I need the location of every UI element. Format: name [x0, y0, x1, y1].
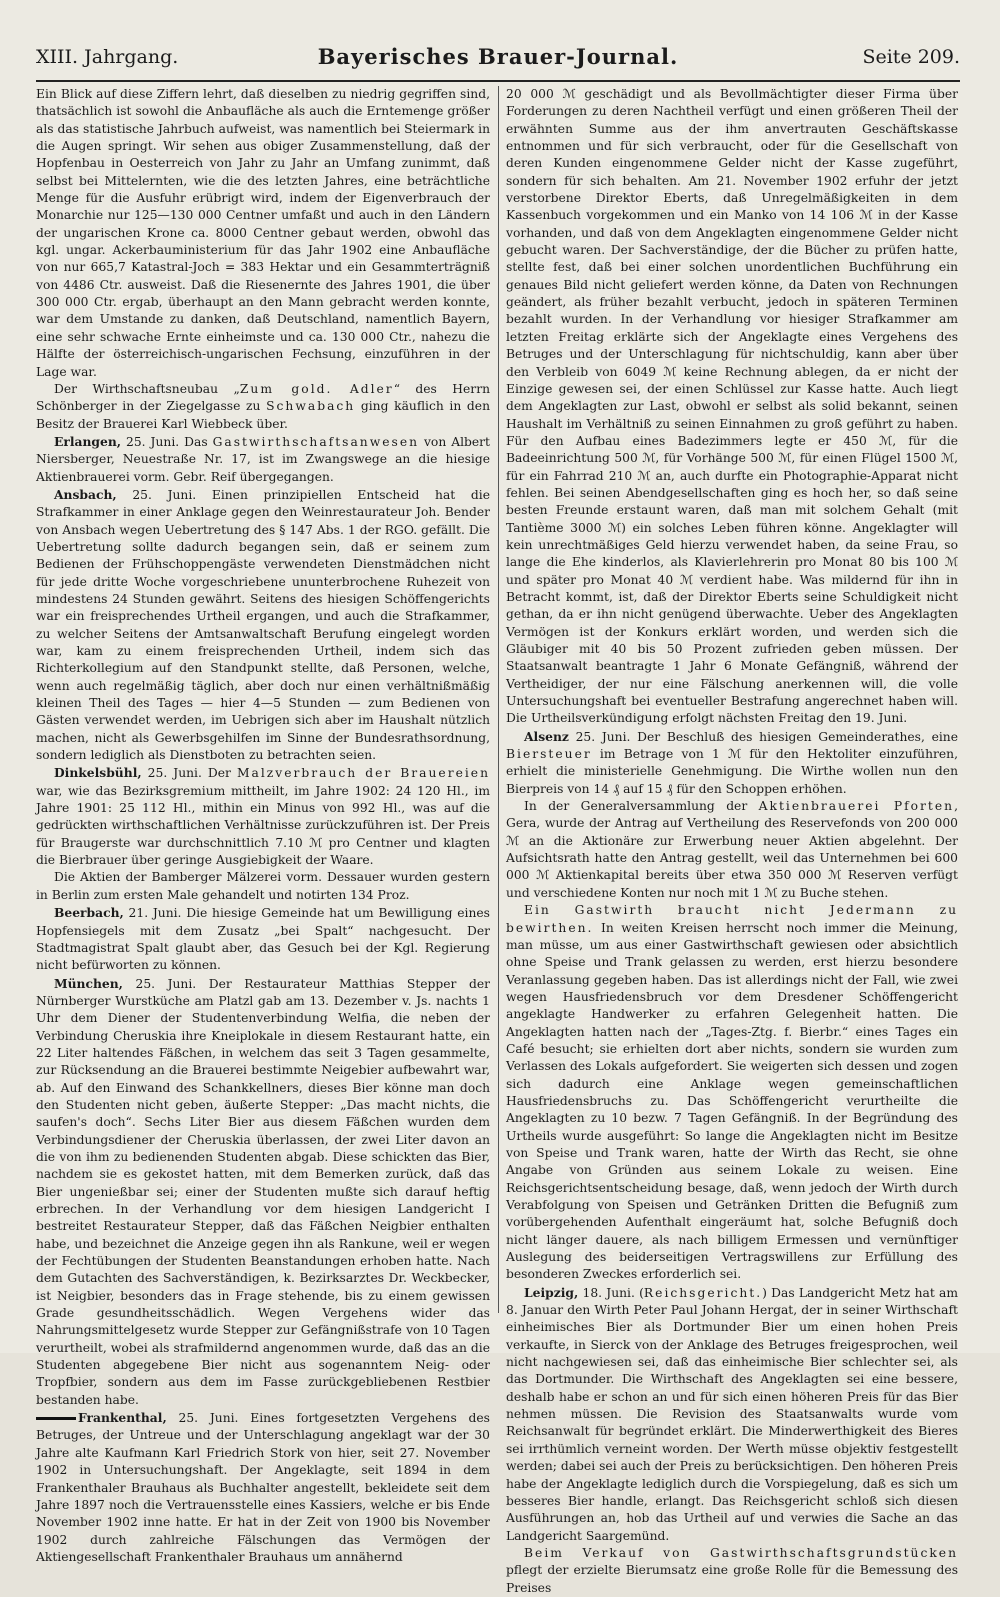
spaced-text: Ein Gastwirth braucht nicht Jedermann zu bewirthen. — [506, 903, 958, 935]
text-segment: pflegt der erzielte Bierumsatz eine große Rolle für die Bemessung des Preises — [506, 1563, 958, 1595]
text-segment: 25. Juni. Der Beschluß des hiesigen Gemeinderathes, eine — [568, 729, 958, 744]
article-ansbach — [36, 486, 490, 765]
dateline-place: Frankenthal, — [78, 1410, 167, 1426]
article-verkauf — [506, 1545, 958, 1597]
page-header — [36, 38, 960, 78]
article-leipzig — [506, 1284, 958, 1545]
dateline-place: Erlangen, — [54, 433, 122, 449]
volume-label: XIII. Jahrgang. — [36, 46, 179, 68]
text-segment: Der Wirthschaftsneubau „ — [54, 381, 240, 396]
text-segment: 25. Juni. Der Restaurateur Matthias Stepper der Nürnberger Wurstküche am Platzl gab am 13. Dezember v. Js. nachts 1 Uhr dem Diener der Studentenverbindung Welfia, die neben der Verbindung Cheruskia ihre Kneiplokale in diesem Restaurant hatte, ein 22 Liter haltendes Fäßchen, in welchem das seit 3 Tagen gesammelte, zur Rücksendung an die Brauerei bestimmte Neigebier aufbewahrt war, ab. Auf den Einwand des Schankkellners, dieses Bier könne man doch den Studenten nicht geben, äußerte Stepper: „Das macht nichts, die saufen's doch“. Sechs Liter Bier aus diesem Fäßchen wurden dem Verbindungsdiener der Cheruskia überlassen, der zwei Liter davon an die von ihm zu bedienenden Studenten abgab. Diese schickten das Bier, nachdem sie es gekostet hatten, mit dem Bemerken zurück, daß das Bier ungenießbar sei; einer der Studenten mußte sich darauf heftig erbrechen. In der Verhandlung vor dem hiesigen Landgericht I bestreitet Restaurateur Stepper, daß das Fäßchen Neigbier enthalten habe, und bezeichnet die Anzeige gegen ihn als Rankune, weil er wegen der Fechtübungen der Studenten Beanstandungen erhoben hatte. Nach dem Gutachten des Sachverständigen, k. Bezirksarztes Dr. Weckbecker, ist Neigbier, besonders das in Frage stehende, bis zu einem gewissen Grade gesundheitsschädlich. Wegen Vergehens wider das Nahrungsmittelgesetz wurde Stepper zur Gefängnißstrafe von 10 Tagen verurtheilt, wobei als strafmildernd angenommen wurde, daß das an die Studenten abgegebene Bier nicht aus sogenanntem Neig- oder Tropfbier, sondern aus dem im Fasse zurückgebliebenen Restbier bestanden habe. — [36, 976, 490, 1407]
dateline-place: München, — [54, 975, 123, 991]
dateline-place: Alsenz — [524, 728, 569, 744]
text-segment: im Betrage von 1 ℳ für den Hektoliter einzuführen, erhielt die ministerielle Genehmigung. Die Wirthe wollen nun den Bierpreis von 14 ₰ auf 15 ₰ für den Schoppen erhöhen. — [506, 747, 958, 796]
text-segment: , Gera, wurde der Antrag auf Vertheilung des Reservefonds von 200 000 ℳ an die Aktionäre zur Erwerbung neuer Aktien abgelehnt. Der Aufsichtsrath hatte den Antrag gestellt, weil das Unternehmen bei 600 000 ℳ Aktienkapital bereits über etwa 350 000 ℳ Reserven verfügt und verschiedene Konten nur noch mit 1 ℳ zu Buche stehen. — [506, 799, 958, 900]
dash-mark — [36, 1417, 76, 1420]
text-segment: In weiten Kreisen herrscht noch immer die Meinung, man müsse, um aus einer Gastwirthschaft gewiesen oder absichtlich ohne Speise und Trank gelassen zu werden, erst hierzu besondere Veranlassung gegeben haben. Das ist allerdings nicht der Fall, wie zwei wegen Hausfriedensbruch vor dem Dresdener Schöffengericht angeklagte Handwerker zu erfahren Gelegenheit hatten. Die Angeklagten hatten nach der „Tages-Ztg. f. Bierbr.“ eines Tages ein Café besucht; sie erhielten dort aber nichts, sondern sie wurden zum Verlassen des Lokals aufgefordert. Sie weigerten sich dessen und zogen sich dadurch eine Anklage wegen gemeinschaftlichen Hausfriedensbruchs zu. Das Schöffengericht verurtheilte die Angeklagten zu 10 bezw. 7 Tagen Gefängniß. In der Begründung des Urtheils wurde ausgeführt: So lange die Angeklagten nicht im Besitze von Speise und Trank waren, hatte der Wirth das Recht, sie ohne Angabe von Gründen aus seinem Lokale zu weisen. Eine Reichsgerichtsentscheidung besage, daß, wenn jedoch der Wirth durch Verabfolgung von Speisen und Getränken Dritten die Befugniß zum vorübergehenden Aufenthalt eingeräumt hat, solche Befugniß doch nicht länger dauere, als nach billigem Ermessen und vernünftiger Auslegung des beiderseitigen Vertragswillens zur Erfüllung des besonderen Zweckes erforderlich sei. — [506, 920, 958, 1282]
article-frankenthal — [36, 1409, 490, 1566]
article-schwabach — [36, 381, 490, 433]
text-segment: war, wie das Bezirksgremium mittheilt, im Jahre 1902: 24 120 Hl., im Jahre 1901: 25 112 Hl., mithin ein Minus von 992 Hl., was auf die gedrückten wirthschaftlichen Verhältnisse zurückzuführen ist. Der Preis für Braugerste war durchschnittlich 7.10 ℳ pro Centner und klagten die Bierbrauer über geringe Ausgiebigkeit der Waare. — [36, 783, 490, 868]
text-segment: ging käuflich in den Besitz der Brauerei Karl Wiebbeck über. — [36, 399, 491, 431]
article-muenchen — [36, 975, 490, 1410]
text-segment: 25. Juni. Einen prinzipiellen Entscheid hat die Strafkammer in einer Anklage gegen den Weinrestaurateur Joh. Bender von Ansbach wegen Uebertretung des § 147 Abs. 1 der RGO. gefällt. Die Uebertretung sollte dadurch begangen sein, daß er seinem zum Bedienen der Frühschoppengäste verwendeten Dienstmädchen nicht für jede dritte Woche vorgeschriebene ununterbrochene Ruhezeit von mindestens 24 Stunden gewährt. Seitens des hiesigen Schöffengerichts war ein freisprechendes Urtheil ergangen, und auch die Strafkammer, zu welcher Seitens der Amtsanwaltschaft Berufung eingelegt worden war, kam zu einem freisprechenden Urtheil, indem sich das Richterkollegium auf den Standpunkt stellte, daß Personen, welche, wenn auch regelmäßig täglich, aber doch nur einen verhältnißmäßig kleinen Theil des Tages — hier 4—5 Stunden — zum Bedienen von Gästen verwendet werden, im Uebrigen sich aber im Haushalt nützlich machen, nicht als Gewerbsgehilfen im Sinne der Bundesrathsordnung, sondern lediglich als Dienstboten zu betrachten seien. — [36, 487, 490, 763]
dateline-place: Ansbach, — [54, 486, 117, 502]
article-pforten — [506, 798, 958, 902]
text-segment: In der Generalversammlung der — [524, 799, 759, 814]
text-segment: “ des Herrn Schönberger in der Ziegelgasse zu — [36, 381, 490, 414]
spaced-text: Biersteuer — [506, 747, 592, 762]
spaced-text: Aktienbrauerei Pforten — [758, 799, 955, 814]
text-segment: von Albert Niersberger, Neuestraße Nr. 17, ist im Zwangswege an die hiesige Aktienbrauerei vorm. Gebr. Reif übergegangen. — [36, 434, 490, 484]
dateline-place: Dinkelsbühl, — [54, 765, 142, 781]
left-column — [36, 86, 491, 1564]
text-segment: 25. Juni. Das — [121, 434, 213, 449]
spaced-text: Zum gold. Adler — [239, 381, 394, 396]
spaced-text: Gastwirthschaftsanwesen — [212, 434, 420, 449]
text-segment: 25. Juni. Der — [141, 766, 237, 781]
article-dinkelsbuehl — [36, 764, 490, 869]
dateline-place: Beerbach, — [54, 905, 124, 921]
text-segment: ) Das Landgericht Metz hat am 8. Januar den Wirth Peter Paul Johann Hergat, der in seiner Wirthschaft einheimisches Bier als Dortmunder Bier um einen hohen Preis verkaufte, in Sierck von der Anklage des Betruges freigesprochen, weil nicht nachgewiesen sei, daß das einheimische Bier schlechter sei, als das Dortmunder. Die Wirthschaft des Angeklagten sei eine bessere, deshalb habe er schon an und für sich einen höheren Preis für das Bier nehmen müssen. Die Revision des Staatsanwalts wurde vom Reichsanwalt für begründet erklärt. Die Minderwerthigkeit des Bieres sei irrthümlich verneint worden. Der Werth müsse objektiv festgestellt werden; dabei sei auch der Preis zu berücksichtigen. Den höheren Preis habe der Angeklagte lediglich durch die Vorspiegelung, daß es sich um besseres Bier handle, erlangt. Das Reichsgericht schloß sich diesen Ausführungen an, hob das Urtheil auf und verwies die Sache an das Landgericht Saargemünd. — [506, 1285, 958, 1543]
page-number: Seite 209. — [862, 46, 960, 68]
article-bamberg: Die Aktien der Bamberger Mälzerei vorm. Dessauer wurden gestern in Berlin zum ersten Male gehandelt und notirten 134 Proz. — [36, 870, 490, 902]
journal-title: Bayerisches Brauer-Journal. — [317, 44, 679, 69]
spaced-text: Malzverbrauch der Brauereien — [236, 766, 490, 781]
spaced-text: Schwabach — [266, 399, 356, 414]
header-rule — [36, 80, 960, 82]
article-erlangen — [36, 433, 490, 486]
article-beerbach — [36, 904, 490, 974]
column-divider — [498, 86, 499, 1313]
article-hop-statistics: Ein Blick auf diese Ziffern lehrt, daß dieselben zu niedrig gegriffen sind, thatsächlich ist sowohl die Anbaufläche als auch die Erntemenge größer als das statistische Jahrbuch aufweist, was namentlich bei Steiermark in die Augen springt. Wir sehen aus obiger Zusammenstellung, daß der Hopfenbau in Oesterreich von Jahr zu Jahr an Umfang zunimmt, daß selbst bei Mittelernten, wie die des letzten Jahres, eine beträchtliche Menge für die Ausfuhr erübrigt wird, indem der Eigenverbrauch der Monarchie nur 125—130 000 Centner umfaßt und auch in den Ländern der ungarischen Krone ca. 8000 Centner gebaut werden, obwohl das kgl. ungar. Ackerbauministerium für das Jahr 1902 eine Anbaufläche von nur 665,7 Katastral-Joch = 383 Hektar und ein Gesammterträgniß von 4486 Ctr. ausweist. Daß die Riesenernte des Jahres 1901, die über 300 000 Ctr. ergab, überhaupt an den Mann gebracht werden konnte, war dem Umstande zu danken, daß Deutschland, namentlich Bayern, eine sehr schwache Ernte einheimste und ca. 130 000 Ctr., nahezu die Hälfte der österreichisch-ungarischen Fechsung, einzuführen in der Lage war. — [36, 87, 490, 379]
right-column — [506, 86, 958, 1595]
article-alsenz — [506, 728, 958, 798]
article-frankenthal-continued: 20 000 ℳ geschädigt und als Bevollmächtigter dieser Firma über Forderungen zu deren Nachtheil verfügt und einen größeren Theil der erwähnten Summe aus der ihm anvertrauten Geschäftskasse entnommen und für sich verbraucht, oder für die Gesellschaft von deren Kunden eingenommene Gelder nicht der Kasse zugeführt, sondern für sich behalten. Am 21. November 1902 erfuhr der jetzt verstorbene Direktor Eberts, daß Unregelmäßigkeiten in dem Kassenbuch vorgekommen und ein Manko von 14 106 ℳ in der Kasse vorhanden, und daß von dem Angeklagten eingenommene Gelder nicht gebucht waren. Der Sachverständige, der die Bücher zu prüfen hatte, stellte fest, daß bei einer solchen unordentlichen Buchführung ein genaues Bild nicht geliefert werden könne, da Daten von Rechnungen geändert, als früher bezahlt verbucht, jedoch in späteren Terminen bezahlt wurden. In der Verhandlung vor hiesiger Strafkammer am letzten Freitag erklärte sich der Angeklagte eines Vergehens des Betruges und der Unterschlagung für nichtschuldig, kann aber über den Verbleib von 6049 ℳ keine Rechnung ablegen, da er nicht der Einzige gewesen sei, der einen Schlüssel zur Kasse hatte. Auch liegt dem Angeklagten zur Last, obwohl er selbst als solid bekannt, seinen Haushalt im Verhältniß zu seinen Einnahmen zu groß geführt zu haben. Für den Aufbau eines Badezimmers legte er 450 ℳ, für die Badeeinrichtung 500 ℳ, für Vorhänge 500 ℳ, für einen Flügel 1500 ℳ, für ein Fahrrad 210 ℳ an, auch durfte ein Photographie-Apparat nicht fehlen. Bei seinen Abendgesellschaften ging es hoch her, so daß seine besten Freunde erstaunt waren, daß man mit solchem Gehalt (mit Tantième 3000 ℳ) ein solches Leben führen könne. Angeklagter will kein unrechtmäßiges Geld hierzu verwendet haben, da seine Frau, so lange die Ehe kinderlos, als Klavierlehrerin pro Monat 80 bis 100 ℳ und später pro Monat 40 ℳ verdient habe. Was mildernd für ihn in Betracht kommt, ist, daß der Direktor Eberts seine Schuldigkeit nicht gethan, da er ihn nicht genügend überwachte. Ueber des Angeklagten Vermögen ist der Konkurs erklärt worden, und werden sich die Gläubiger mit 40 bis 50 Prozent zufrieden geben müssen. Der Staatsanwalt beantragte 1 Jahr 6 Monate Gefängniß, während der Vertheidiger, der nur eine Fälschung anerkennen will, die volle Untersuchungshaft bei eventueller Bestrafung angerechnet haben will. Die Urtheilsverkündigung erfolgt nächsten Freitag den 19. Juni. — [506, 87, 958, 726]
dateline-place: Leipzig, — [524, 1284, 579, 1300]
text-segment: 25. Juni. Eines fortgesetzten Vergehens des Betruges, der Untreue und der Unterschlagung angeklagt war der 30 Jahre alte Kaufmann Karl Friedrich Stork von hier, seit 27. November 1902 in Untersuchungshaft. Der Angeklagte, seit 1894 in dem Frankenthaler Brauhaus als Buchhalter angestellt, bekleidete seit dem Jahre 1897 noch die Vertrauensstelle eines Kassiers, welche er bis Ende November 1902 inne hatte. Er hat in der Zeit von 1900 bis November 1902 durch zahlreiche Fälschungen das Vermögen der Aktiengesellschaft Frankenthaler Brauhaus um annähernd — [36, 1411, 490, 1564]
spaced-text: Reichsgericht. — [643, 1285, 763, 1300]
text-segment: 21. Juni. Die hiesige Gemeinde hat um Bewilligung eines Hopfensiegels mit dem Zusatz „bei Spalt“ nachgesucht. Der Stadtmagistrat Spalt glaubt aber, das Gesuch bei der Kgl. Regierung nicht befürworten zu können. — [36, 906, 490, 973]
text-segment: 18. Juni. ( — [578, 1285, 644, 1300]
spaced-text: Beim Verkauf von Gastwirthschaftsgrundstücken — [524, 1545, 958, 1560]
article-gastwirth — [506, 902, 958, 1284]
